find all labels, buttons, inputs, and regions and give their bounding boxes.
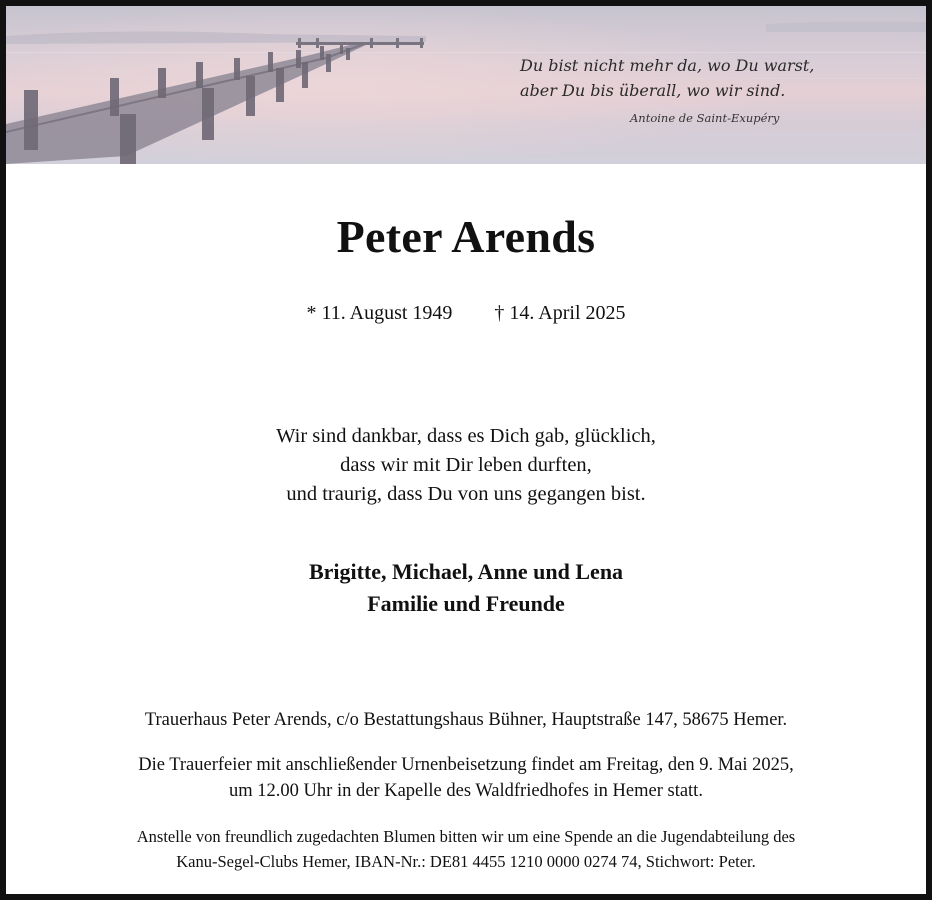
donation-info	[6, 824, 926, 874]
donation-line-2: Kanu-Segel-Clubs Hemer, IBAN-Nr.: DE81 4455 1210 0000 0274 74, Stichwort: Peter.	[176, 852, 756, 871]
deceased-name: Peter Arends	[336, 211, 596, 262]
quote-author: Antoine de Saint-Exupéry	[630, 111, 780, 125]
life-dates	[6, 302, 926, 325]
mourners-line-2: Familie und Freunde	[367, 591, 565, 616]
mourning-house-address: Trauerhaus Peter Arends, c/o Bestattungshaus Bühner, Hauptstraße 147, 58675 Hemer.	[144, 710, 788, 730]
funeral-ceremony-info	[6, 752, 926, 804]
donation-line-1: Anstelle von freundlich zugedachten Blumen bitten wir um eine Spende an die Jugendabteilung des	[136, 827, 796, 846]
mourners	[6, 556, 926, 620]
mourners-line-1: Brigitte, Michael, Anne und Lena	[308, 559, 624, 584]
ceremony-line-2: um 12.00 Uhr in der Kapelle des Waldfriedhofes in Hemer statt.	[229, 781, 703, 801]
birth-date: * 11. August 1949	[306, 302, 453, 324]
poem-line-2: dass wir mit Dir leben durften,	[340, 454, 592, 476]
poem-line-3: und traurig, dass Du von uns gegangen bist.	[286, 483, 646, 505]
poem	[6, 422, 926, 509]
quote-line-1: Du bist nicht mehr da, wo Du warst,	[520, 56, 815, 75]
poem-line-1: Wir sind dankbar, dass es Dich gab, glücklich,	[276, 425, 656, 447]
ceremony-line-1: Die Trauerfeier mit anschließender Urnenbeisetzung findet am Freitag, den 9. Mai 2025,	[138, 755, 794, 775]
header-image	[6, 6, 926, 164]
death-date: † 14. April 2025	[494, 302, 626, 324]
quote-line-2: aber Du bis überall, wo wir sind.	[520, 81, 786, 100]
quote	[520, 53, 900, 103]
